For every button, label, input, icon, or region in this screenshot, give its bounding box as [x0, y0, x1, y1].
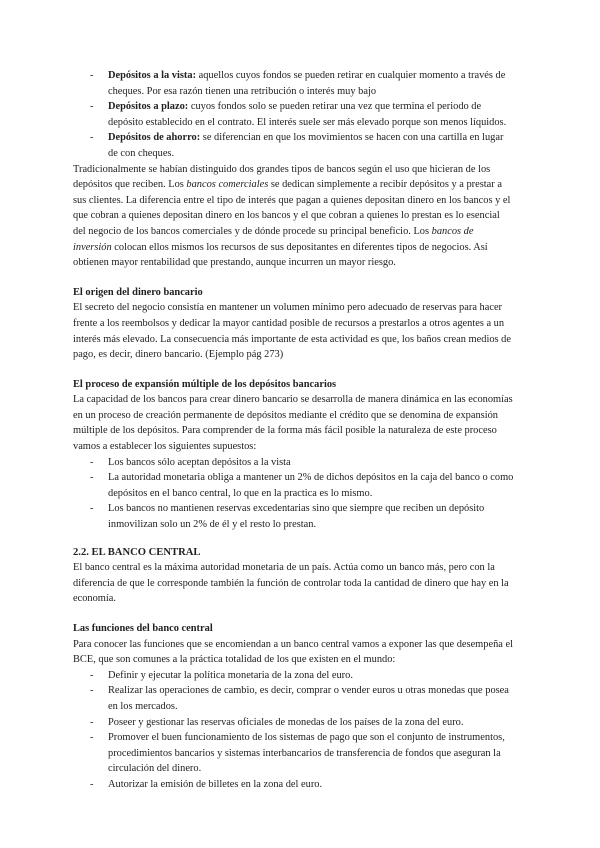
list-item: - Los bancos sólo aceptan depósitos a la vista	[73, 455, 514, 471]
list-item: - Autorizar la emisión de billetes en la zona del euro.	[73, 777, 514, 793]
functions-paragraph: Para conocer las funciones que se encomiendan a un banco central vamos a exponer las que desempeña el BCE, que son comunes a la práctica totalidad de los que existen en el mundo:	[73, 638, 513, 666]
section-heading-origin: El origen del dinero bancario	[73, 286, 203, 298]
list-item: - Realizar las operaciones de cambio, es decir, comprar o vender euros u otras monedas que posea en los mercados.	[73, 683, 514, 714]
list-item: - Depósitos de ahorro: se diferencian en que los movimientos se hacen con una cartilla en lugar de con cheques.	[73, 130, 514, 161]
list-item: - Definir y ejecutar la política monetaria de la zona del euro.	[73, 668, 514, 684]
multiplier-paragraph: La capacidad de los bancos para crear dinero bancario se desarrolla de manera dinámica en las economías en un proceso de creación permanente de depósitos mediante el crédito que se denomina de expansión múltiple de los depósitos. Para comprender de la forma más fácil posible la naturaleza de este proceso vamos a establecer los siguientes supuestos:	[73, 394, 513, 453]
list-item: - Promover el buen funcionamiento de los sistemas de pago que son el conjunto de instrumentos, procedimientos bancarios y sistemas interbancarios de transferencia de fondos que aseguran la circulación del dinero.	[73, 730, 514, 777]
origin-paragraph: El secreto del negocio consistía en mantener un volumen mínimo pero adecuado de reservas para hacer frente a los reembolsos y dedicar la mayor cantidad posible de recursos a prestarlos a otros agentes a un interés más elevado. La consecuencia más importante de esta actividad es que, los baños crean medios de pago, es decir, dinero bancario. (Ejemplo pág 273)	[73, 302, 511, 361]
section-heading-multiplier: El proceso de expansión múltiple de los depósitos bancarios	[73, 378, 337, 390]
list-item: - La autoridad monetaria obliga a mantener un 2% de dichos depósitos en la caja del banco o como depósitos en el banco central, lo que en la practica es lo mismo.	[73, 470, 514, 501]
assumptions-list	[73, 455, 514, 533]
list-item: - Poseer y gestionar las reservas oficiales de monedas de los países de la zona del euro.	[73, 715, 514, 731]
central-bank-paragraph: El banco central es la máxima autoridad monetaria de un país. Actúa como un banco más, pero con la diferencia de que le corresponde también la función de controlar toda la cantidad de dinero que hay en la economía.	[73, 562, 509, 605]
bank-types-paragraph: Tradicionalmente se habían distinguido dos grandes tipos de bancos según el uso que hicieran de los depósitos que reciben. Los bancos comerciales se dedican simplemente a recibir depósitos y a prestar a sus clientes. La diferencia entre el tipo de interés que pagan a quienes depositan dinero en los bancos y el que cobran a quienes depositan dinero en los bancos y el que cobran a quienes lo prestan es lo esencial del negocio de los bancos comerciales y de dónde procede su principal beneficio. Los bancos de inversión colocan ellos mismos los recursos de sus depositantes en diferentes tipos de negocios. Así obtienen mayor rentabilidad que prestando, aunque incurren un mayor riesgo.	[73, 163, 511, 269]
section-heading-central-bank: 2.2. EL BANCO CENTRAL	[73, 546, 201, 558]
deposit-types-list	[73, 68, 514, 162]
list-item: - Depósitos a plazo: cuyos fondos solo se pueden retirar una vez que termina el periodo de depósito establecido en el contrato. El interés suele ser más elevado porque son menos líquidos.	[73, 99, 514, 130]
functions-list	[73, 668, 514, 793]
list-item: - Depósitos a la vista: aquellos cuyos fondos se pueden retirar en cualquier momento a través de cheques. Por esa razón tienen una retribución o interés muy bajo	[73, 68, 514, 99]
section-heading-functions: Las funciones del banco central	[73, 623, 213, 634]
list-item: - Los bancos no mantienen reservas excedentarias sino que siempre que reciben un depósito inmovilizan solo un 2% de él y el resto lo prestan.	[73, 501, 514, 532]
